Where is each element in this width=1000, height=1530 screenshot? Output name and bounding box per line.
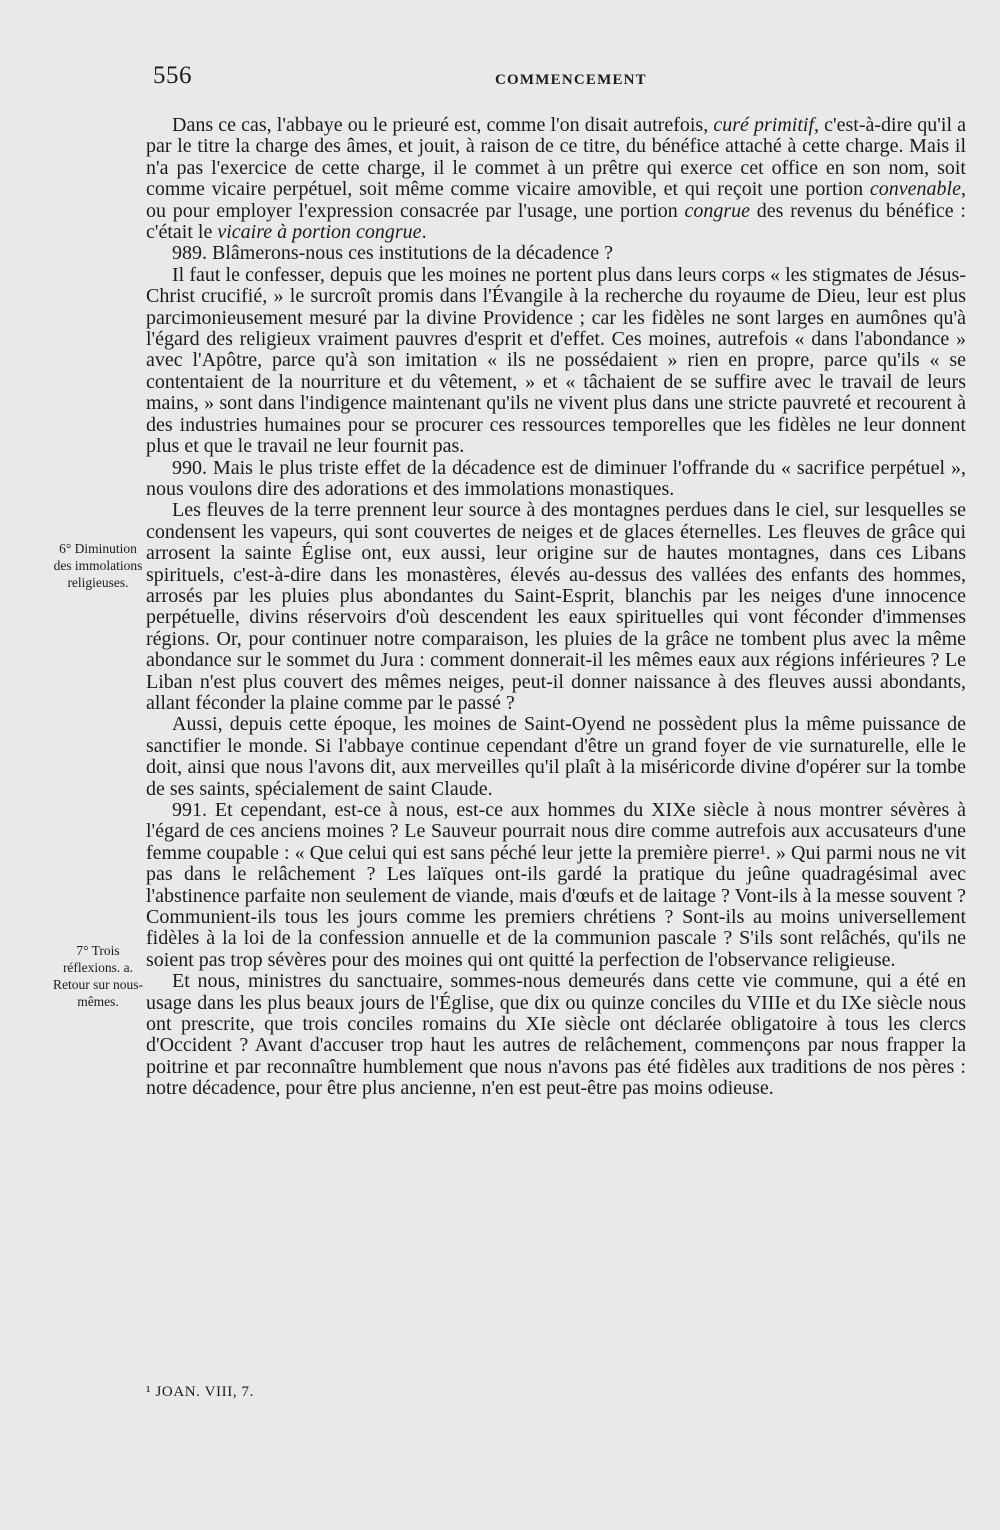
paragraph-5 xyxy=(146,500,966,714)
paragraph-991 xyxy=(146,800,966,971)
text-run: 990. Mais le plus triste effet de la décadence est de diminuer l'offrande du « sacrifice perpétuel », nous voulons dire des adorations et des immolations monastiques. xyxy=(146,456,966,500)
margin-note-reflexions: 7° Trois réflexions. a. Retour sur nous-mêmes. xyxy=(53,943,143,1009)
italic-phrase: convenable xyxy=(869,178,961,201)
text-run: Les fleuves de la terre prennent leur source à des montagnes perdues dans le ciel, sur lesquelles se condensent les vapeurs, qui sont couvertes de neiges et de glaces éternelles. Les fleuves de grâce qui arrosent la sainte Église ont, eux aussi, leur origine sur de hautes montagnes, dans ces Libans spirituels, c'est-à-dire dans les monastères, élevés au-dessus des vallées des enfants des hommes, arrosés par les pluies plus abondantes du Saint-Esprit, blanchis par les neiges d'une innocence perpétuelle, divins réservoirs d'où descendent les eaux spirituelles qui vont féconder d'immenses régions. Or, pour continuer notre comparaison, les pluies de la grâce ne tombent plus avec la même abondance sur le sommet du Jura : comment donnerait-il les mêmes eaux aux régions inférieures ? Le Liban n'est plus couvert des mêmes neiges, peut-il donner naissance à des fleuves aussi abondants, allant féconder la plaine comme par le passé ? xyxy=(146,499,966,714)
text-run: 989. Blâmerons-nous ces institutions de la décadence ? xyxy=(172,242,613,265)
text-run: 991. Et cependant, est-ce à nous, est-ce aux hommes du XIXe siècle à nous montrer sévères à l'égard de ces anciens moines ? Le Sauveur pourrait nous dire comme autrefois aux accusateurs d'une femme coupable : « Que celui qui est sans péché leur jette la première pierre¹. » Qui parmi nous ne vit pas dans le relâchement ? Les laïques ont-ils gardé la pratique du jeûne quadragésimal avec l'abstinence parfaite non seulement de viande, mais d'œufs et de laitage ? Vont-ils à la messe souvent ? Communient-ils tous les jours comme les premiers chrétiens ? Sont-ils au moins universellement fidèles à la loi de la confession annuelle et de la communion pascale ? S'ils sont relâchés, qu'ils ne soient pas trop sévères pour des moines qui ont quitté la perfection de l'observance religieuse. xyxy=(146,799,966,971)
paragraph-6 xyxy=(146,714,966,800)
paragraph-3 xyxy=(146,265,966,458)
text-run: des revenus du bénéfice : c'était le xyxy=(146,199,966,244)
body-text xyxy=(146,115,966,1100)
text-run: Aussi, depuis cette époque, les moines de Saint-Oyend ne possèdent plus la même puissance de sanctifier le monde. Si l'abbaye continue cependant d'être un grand foyer de vie surnaturelle, elle le doit, ainsi que nous l'avons dit, aux merveilles qu'il plaît à la miséricorde divine d'opérer sur la tombe de ses saints, spécialement de saint Claude. xyxy=(146,713,966,800)
footnote: ¹ JOAN. VIII, 7. xyxy=(146,1384,254,1400)
page-number: 556 xyxy=(153,62,192,89)
running-head: COMMENCEMENT xyxy=(495,72,647,88)
margin-note-diminution: 6° Diminution des immolations religieuses. xyxy=(53,541,143,590)
paragraph-1 xyxy=(146,115,966,243)
text-run: . xyxy=(421,221,427,244)
paragraph-989 xyxy=(146,243,966,264)
paragraph-990 xyxy=(146,458,966,501)
text-run: Il faut le confesser, depuis que les moines ne portent plus dans leurs corps « les stigmates de Jésus-Christ crucifié, » le surcroît promis dans l'Évangile à la recherche du royaume de Dieu, leur est plus parcimonieusement mesuré par la divine Providence ; car les fidèles ne sont larges en aumônes qu'à l'égard des religieux vraiment pauvres d'esprit et d'effet. Ces moines, autrefois « dans l'abondance » avec l'Apôtre, parce qu'à son imitation « ils ne possédaient » rien en propre, parce qu'ils « se contentaient de la nourriture et du vêtement, » et « tâchaient de se suffire avec le travail de leurs mains, » sont dans l'indigence maintenant qu'ils ne vivent plus dans une stricte pauvreté et recourent à des industries humaines pour se procurer ces ressources temporelles que les fidèles ne leur donnent plus et que le travail ne leur fournit pas. xyxy=(146,263,966,458)
italic-phrase: curé primitif xyxy=(713,114,815,136)
italic-phrase: vicaire à portion congrue xyxy=(217,221,422,244)
text-run: , c'est-à-dire qu'il a par le titre la charge des âmes, et jouit, à raison de ce titre, du bénéfice attaché à cette charge. Mais il n'a pas l'exercice de cette charge, il le commet à un prêtre qui exerce cet office en son nom, soit comme vicaire perpétuel, soit même comme vicaire amovible, et qui reçoit une portion xyxy=(146,114,966,201)
text-run: Et nous, ministres du sanctuaire, sommes-nous demeurés dans cette vie commune, qui a été en usage dans les plus beaux jours de l'Église, que dix ou quinze conciles du VIIIe et du IXe siècle nous ont prescrite, que trois conciles romains du XIe siècle ont déclarée obligatoire à tous les clercs d'Occident ? Avant d'accuser trop haut les autres de relâchement, commençons par nous frapper la poitrine et par reconnaître humblement que nous n'avons pas été fidèles aux traditions de nos pères : notre décadence, pour être plus ancienne, n'en est peut-être pas moins odieuse. xyxy=(146,970,966,1100)
text-run: , ou pour employer l'expression consacrée par l'usage, une portion xyxy=(146,178,966,222)
text-run: Dans ce cas, l'abbaye ou le prieuré est, comme l'on disait autrefois, xyxy=(172,114,714,136)
italic-phrase: congrue xyxy=(684,199,751,222)
paragraph-8 xyxy=(146,971,966,1099)
